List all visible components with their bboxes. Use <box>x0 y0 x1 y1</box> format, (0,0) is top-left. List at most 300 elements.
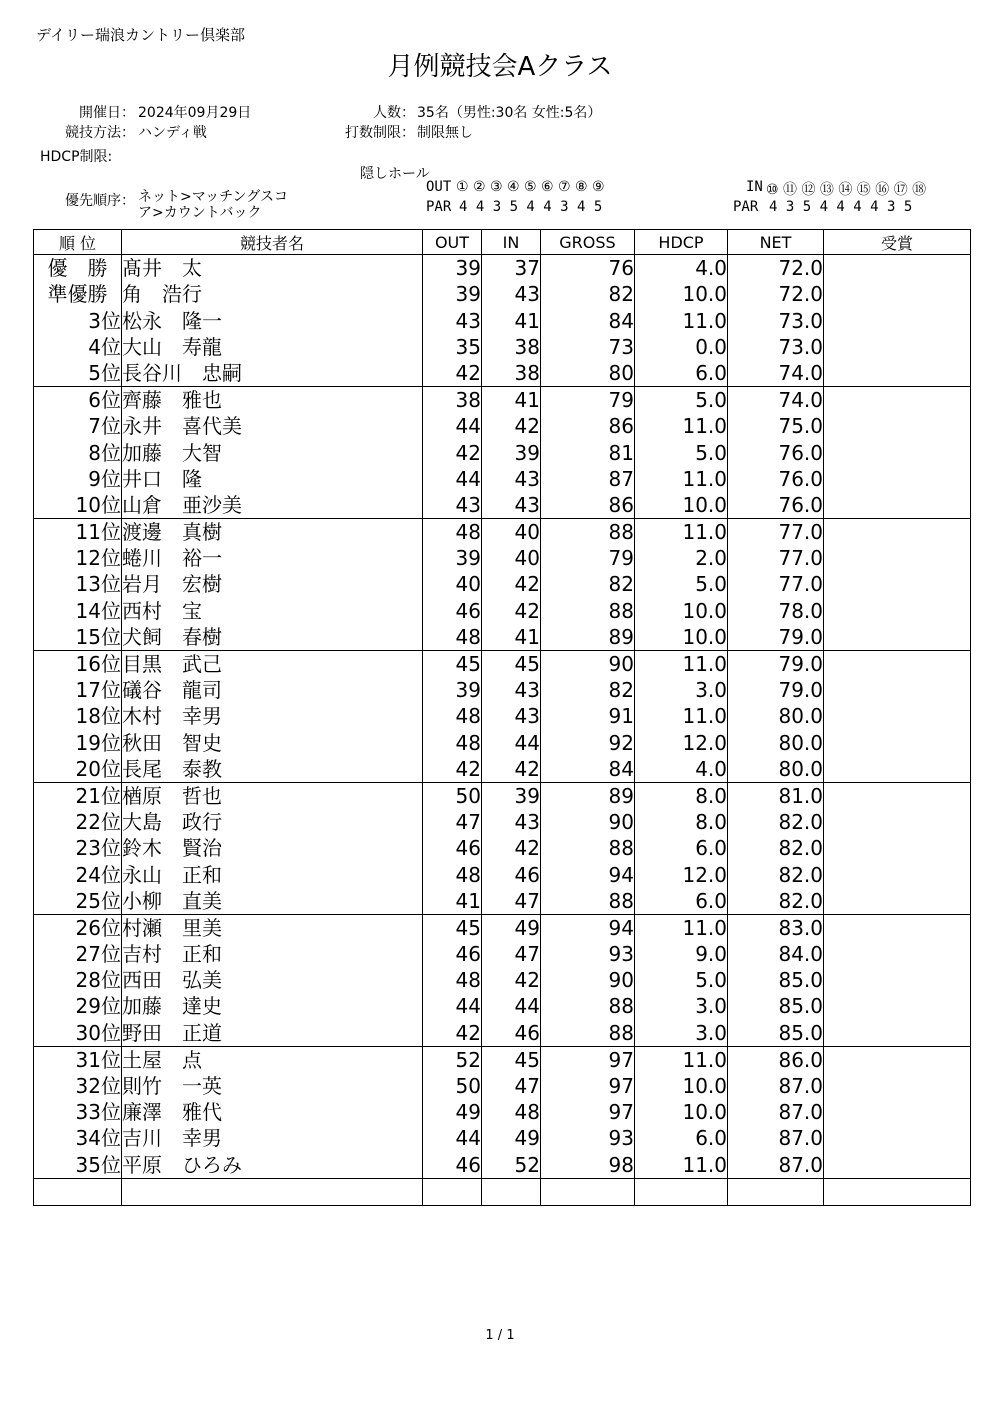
out-cell: 45 <box>423 650 482 677</box>
award-cell <box>824 518 971 545</box>
name-cell: 山倉 亜沙美 <box>122 492 423 519</box>
gross-cell: 91 <box>541 703 635 729</box>
net-cell: 80.0 <box>728 756 824 783</box>
name-cell: 渡邊 真樹 <box>122 518 423 545</box>
out-cell: 50 <box>423 1073 482 1099</box>
blank-cell <box>122 1178 423 1205</box>
gross-cell: 80 <box>541 360 635 387</box>
name-cell: 吉川 幸男 <box>122 1125 423 1151</box>
page-number: 1 / 1 <box>485 1328 515 1343</box>
award-cell <box>824 281 971 307</box>
hdcp-cell: 6.0 <box>635 1125 728 1151</box>
name-cell: 小柳 直美 <box>122 888 423 915</box>
hdcp-cell: 6.0 <box>635 835 728 861</box>
rank-cell: 35位 <box>34 1151 122 1178</box>
award-cell <box>824 1125 971 1151</box>
table-row <box>34 518 971 545</box>
hdcp-cell: 4.0 <box>635 255 728 282</box>
award-cell <box>824 914 971 941</box>
award-cell <box>824 677 971 703</box>
in-cell: 42 <box>482 571 541 597</box>
name-cell: 犬飼 春樹 <box>122 624 423 651</box>
net-cell: 78.0 <box>728 597 824 623</box>
in-cell: 40 <box>482 545 541 571</box>
award-cell <box>824 729 971 755</box>
in-cell: 42 <box>482 597 541 623</box>
blank-cell <box>34 1178 122 1205</box>
table-row <box>34 1073 971 1099</box>
net-cell: 77.0 <box>728 518 824 545</box>
award-cell <box>824 756 971 783</box>
table-row <box>34 888 971 915</box>
gross-cell: 90 <box>541 809 635 835</box>
rank-cell: 27位 <box>34 941 122 967</box>
net-cell: 82.0 <box>728 809 824 835</box>
in-cell: 46 <box>482 861 541 887</box>
table-row <box>34 439 971 465</box>
rank-cell: 10位 <box>34 492 122 519</box>
out-par-label: PAR <box>426 199 452 215</box>
gross-cell: 88 <box>541 888 635 915</box>
award-cell <box>824 1151 971 1178</box>
blank-cell <box>635 1178 728 1205</box>
table-row <box>34 386 971 413</box>
award-cell <box>824 545 971 571</box>
gross-cell: 89 <box>541 782 635 809</box>
out-cell: 42 <box>423 439 482 465</box>
in-cell: 46 <box>482 1019 541 1046</box>
in-hole-numbers: ⑩ ⑪ ⑫ ⑬ ⑭ ⑮ ⑯ ⑰ ⑱ <box>766 182 927 198</box>
gross-cell: 93 <box>541 941 635 967</box>
in-cell: 47 <box>482 888 541 915</box>
net-cell: 87.0 <box>728 1073 824 1099</box>
table-row <box>34 360 971 387</box>
table-row <box>34 334 971 360</box>
award-cell <box>824 967 971 993</box>
hdcp-cell: 11.0 <box>635 1046 728 1073</box>
table-row <box>34 255 971 282</box>
hdcp-cell: 10.0 <box>635 1073 728 1099</box>
hdcp-cell: 10.0 <box>635 597 728 623</box>
out-cell: 40 <box>423 571 482 597</box>
name-cell: 齊藤 雅也 <box>122 386 423 413</box>
out-cell: 52 <box>423 1046 482 1073</box>
in-cell: 49 <box>482 914 541 941</box>
table-row <box>34 1151 971 1178</box>
rank-cell: 7位 <box>34 413 122 439</box>
net-cell: 86.0 <box>728 1046 824 1073</box>
hdcp-cell: 10.0 <box>635 1099 728 1125</box>
in-par-values: 4 3 5 4 4 4 4 3 5 <box>769 199 913 215</box>
award-cell <box>824 386 971 413</box>
in-cell: 40 <box>482 518 541 545</box>
award-cell <box>824 360 971 387</box>
table-row <box>34 492 971 519</box>
award-cell <box>824 1046 971 1073</box>
gross-cell: 94 <box>541 914 635 941</box>
rank-cell: 24位 <box>34 861 122 887</box>
method-label: 競技方法： <box>65 125 135 141</box>
rank-cell: 3位 <box>34 307 122 333</box>
in-cell: 42 <box>482 967 541 993</box>
out-cell: 42 <box>423 1019 482 1046</box>
table-row <box>34 1019 971 1046</box>
gross-cell: 73 <box>541 334 635 360</box>
rank-cell: 5位 <box>34 360 122 387</box>
rank-cell: 26位 <box>34 914 122 941</box>
table-row <box>34 466 971 492</box>
header-out: OUT <box>423 230 482 255</box>
net-cell: 82.0 <box>728 835 824 861</box>
hdcp-limit-label: HDCP制限: <box>40 149 113 165</box>
out-cell: 39 <box>423 545 482 571</box>
out-cell: 48 <box>423 861 482 887</box>
hdcp-cell: 12.0 <box>635 861 728 887</box>
table-row <box>34 307 971 333</box>
table-row <box>34 650 971 677</box>
name-cell: 髙井 太 <box>122 255 423 282</box>
name-cell: 加藤 達史 <box>122 993 423 1019</box>
hdcp-cell: 5.0 <box>635 967 728 993</box>
name-cell: 角 浩行 <box>122 281 423 307</box>
results-table <box>33 229 971 1206</box>
out-cell: 48 <box>423 624 482 651</box>
out-cell: 39 <box>423 677 482 703</box>
hdcp-cell: 11.0 <box>635 307 728 333</box>
award-cell <box>824 624 971 651</box>
hdcp-cell: 9.0 <box>635 941 728 967</box>
hdcp-cell: 6.0 <box>635 888 728 915</box>
award-cell <box>824 492 971 519</box>
net-cell: 76.0 <box>728 466 824 492</box>
out-cell: 43 <box>423 492 482 519</box>
hdcp-cell: 5.0 <box>635 386 728 413</box>
name-cell: 加藤 大智 <box>122 439 423 465</box>
award-cell <box>824 835 971 861</box>
net-cell: 81.0 <box>728 782 824 809</box>
rank-cell: 28位 <box>34 967 122 993</box>
net-cell: 79.0 <box>728 677 824 703</box>
award-cell <box>824 334 971 360</box>
table-row <box>34 941 971 967</box>
hdcp-cell: 11.0 <box>635 466 728 492</box>
name-cell: 永山 正和 <box>122 861 423 887</box>
priority-label: 優先順序： <box>65 193 135 209</box>
priority-line2: ア>カウントバック <box>138 205 262 221</box>
method-value: ハンディ戦 <box>138 125 207 141</box>
name-cell: 大山 寿龍 <box>122 334 423 360</box>
blank-row <box>34 1178 971 1205</box>
out-cell: 44 <box>423 993 482 1019</box>
header-name: 競技者名 <box>122 230 423 255</box>
name-cell: 長谷川 忠嗣 <box>122 360 423 387</box>
table-row <box>34 756 971 783</box>
gross-cell: 88 <box>541 1019 635 1046</box>
gross-cell: 97 <box>541 1073 635 1099</box>
out-cell: 43 <box>423 307 482 333</box>
in-cell: 49 <box>482 1125 541 1151</box>
out-cell: 48 <box>423 703 482 729</box>
out-cell: 49 <box>423 1099 482 1125</box>
date-value: 2024年09月29日 <box>138 105 252 121</box>
table-row <box>34 281 971 307</box>
out-cell: 47 <box>423 809 482 835</box>
out-cell: 48 <box>423 518 482 545</box>
table-row <box>34 861 971 887</box>
in-cell: 52 <box>482 1151 541 1178</box>
rank-cell: 準優勝 <box>34 281 122 307</box>
in-cell: 42 <box>482 413 541 439</box>
out-cell: 42 <box>423 360 482 387</box>
out-cell: 39 <box>423 255 482 282</box>
gross-cell: 93 <box>541 1125 635 1151</box>
rank-cell: 22位 <box>34 809 122 835</box>
out-cell: 46 <box>423 835 482 861</box>
table-row <box>34 545 971 571</box>
table-row <box>34 571 971 597</box>
in-cell: 48 <box>482 1099 541 1125</box>
award-cell <box>824 993 971 1019</box>
name-cell: 岩月 宏樹 <box>122 571 423 597</box>
award-cell <box>824 413 971 439</box>
hdcp-cell: 3.0 <box>635 1019 728 1046</box>
out-cell: 41 <box>423 888 482 915</box>
net-cell: 73.0 <box>728 334 824 360</box>
award-cell <box>824 650 971 677</box>
table-row <box>34 597 971 623</box>
header-in: IN <box>482 230 541 255</box>
hdcp-cell: 11.0 <box>635 413 728 439</box>
hdcp-cell: 10.0 <box>635 624 728 651</box>
net-cell: 72.0 <box>728 255 824 282</box>
award-cell <box>824 782 971 809</box>
header-hdcp: HDCP <box>635 230 728 255</box>
header-gross: GROSS <box>541 230 635 255</box>
award-cell <box>824 809 971 835</box>
rank-cell: 18位 <box>34 703 122 729</box>
net-cell: 79.0 <box>728 624 824 651</box>
hdcp-cell: 3.0 <box>635 677 728 703</box>
award-cell <box>824 307 971 333</box>
net-cell: 87.0 <box>728 1125 824 1151</box>
hdcp-cell: 4.0 <box>635 756 728 783</box>
in-cell: 41 <box>482 307 541 333</box>
table-row <box>34 729 971 755</box>
net-cell: 74.0 <box>728 360 824 387</box>
gross-cell: 97 <box>541 1046 635 1073</box>
in-cell: 41 <box>482 386 541 413</box>
out-cell: 45 <box>423 914 482 941</box>
in-cell: 45 <box>482 650 541 677</box>
name-cell: 土屋 点 <box>122 1046 423 1073</box>
priority-line1: ネット>マッチングスコ <box>138 189 289 205</box>
gross-cell: 90 <box>541 650 635 677</box>
gross-cell: 86 <box>541 413 635 439</box>
gross-cell: 86 <box>541 492 635 519</box>
in-cell: 38 <box>482 360 541 387</box>
blank-cell <box>482 1178 541 1205</box>
out-label: OUT <box>426 179 452 195</box>
gross-cell: 88 <box>541 835 635 861</box>
stroke-limit-value: 制限無し <box>417 125 473 141</box>
date-label: 開催日： <box>79 105 135 121</box>
in-cell: 43 <box>482 492 541 519</box>
net-cell: 85.0 <box>728 1019 824 1046</box>
in-cell: 45 <box>482 1046 541 1073</box>
in-cell: 43 <box>482 281 541 307</box>
rank-cell: 29位 <box>34 993 122 1019</box>
header-rank: 順 位 <box>34 230 122 255</box>
rank-cell: 17位 <box>34 677 122 703</box>
table-row <box>34 1099 971 1125</box>
gross-cell: 84 <box>541 307 635 333</box>
in-cell: 38 <box>482 334 541 360</box>
people-label: 人数： <box>373 105 415 121</box>
out-cell: 44 <box>423 466 482 492</box>
hdcp-cell: 10.0 <box>635 492 728 519</box>
in-cell: 43 <box>482 677 541 703</box>
net-cell: 82.0 <box>728 888 824 915</box>
name-cell: 廉澤 雅代 <box>122 1099 423 1125</box>
name-cell: 吉村 正和 <box>122 941 423 967</box>
name-cell: 蜷川 裕一 <box>122 545 423 571</box>
gross-cell: 98 <box>541 1151 635 1178</box>
name-cell: 楢原 哲也 <box>122 782 423 809</box>
name-cell: 井口 隆 <box>122 466 423 492</box>
table-row <box>34 967 971 993</box>
name-cell: 礒谷 龍司 <box>122 677 423 703</box>
hdcp-cell: 8.0 <box>635 782 728 809</box>
gross-cell: 90 <box>541 967 635 993</box>
gross-cell: 94 <box>541 861 635 887</box>
rank-cell: 12位 <box>34 545 122 571</box>
in-label: IN <box>746 179 763 195</box>
award-cell <box>824 861 971 887</box>
out-cell: 48 <box>423 729 482 755</box>
rank-cell: 13位 <box>34 571 122 597</box>
hdcp-cell: 0.0 <box>635 334 728 360</box>
name-cell: 永井 喜代美 <box>122 413 423 439</box>
name-cell: 目黒 武己 <box>122 650 423 677</box>
net-cell: 73.0 <box>728 307 824 333</box>
net-cell: 74.0 <box>728 386 824 413</box>
hdcp-cell: 11.0 <box>635 914 728 941</box>
in-cell: 44 <box>482 729 541 755</box>
rank-cell: 6位 <box>34 386 122 413</box>
gross-cell: 87 <box>541 466 635 492</box>
name-cell: 鈴木 賢治 <box>122 835 423 861</box>
out-cell: 35 <box>423 334 482 360</box>
table-row <box>34 914 971 941</box>
blank-cell <box>824 1178 971 1205</box>
rank-cell: 4位 <box>34 334 122 360</box>
stroke-limit-label: 打数制限： <box>345 125 415 141</box>
name-cell: 木村 幸男 <box>122 703 423 729</box>
gross-cell: 82 <box>541 571 635 597</box>
hdcp-cell: 8.0 <box>635 809 728 835</box>
net-cell: 76.0 <box>728 492 824 519</box>
name-cell: 松永 隆一 <box>122 307 423 333</box>
in-cell: 43 <box>482 466 541 492</box>
gross-cell: 76 <box>541 255 635 282</box>
award-cell <box>824 888 971 915</box>
out-cell: 46 <box>423 941 482 967</box>
rank-cell: 20位 <box>34 756 122 783</box>
in-cell: 47 <box>482 1073 541 1099</box>
table-row <box>34 993 971 1019</box>
net-cell: 83.0 <box>728 914 824 941</box>
gross-cell: 82 <box>541 281 635 307</box>
rank-cell: 32位 <box>34 1073 122 1099</box>
hdcp-cell: 10.0 <box>635 281 728 307</box>
hdcp-cell: 11.0 <box>635 518 728 545</box>
table-row <box>34 703 971 729</box>
net-cell: 85.0 <box>728 993 824 1019</box>
hidden-holes-label: 隠しホール <box>360 166 430 182</box>
net-cell: 84.0 <box>728 941 824 967</box>
out-cell: 44 <box>423 1125 482 1151</box>
hdcp-cell: 12.0 <box>635 729 728 755</box>
table-row <box>34 1125 971 1151</box>
table-row <box>34 413 971 439</box>
rank-cell: 9位 <box>34 466 122 492</box>
out-cell: 42 <box>423 756 482 783</box>
table-row <box>34 624 971 651</box>
name-cell: 野田 正道 <box>122 1019 423 1046</box>
rank-cell: 14位 <box>34 597 122 623</box>
in-cell: 43 <box>482 809 541 835</box>
out-cell: 50 <box>423 782 482 809</box>
award-cell <box>824 597 971 623</box>
in-cell: 39 <box>482 439 541 465</box>
table-row <box>34 677 971 703</box>
rank-cell: 31位 <box>34 1046 122 1073</box>
blank-cell <box>728 1178 824 1205</box>
table-row <box>34 809 971 835</box>
name-cell: 平原 ひろみ <box>122 1151 423 1178</box>
award-cell <box>824 1019 971 1046</box>
blank-cell <box>541 1178 635 1205</box>
net-cell: 77.0 <box>728 545 824 571</box>
net-cell: 80.0 <box>728 703 824 729</box>
in-cell: 47 <box>482 941 541 967</box>
name-cell: 長尾 泰教 <box>122 756 423 783</box>
gross-cell: 88 <box>541 597 635 623</box>
award-cell <box>824 941 971 967</box>
net-cell: 77.0 <box>728 571 824 597</box>
award-cell <box>824 571 971 597</box>
rank-cell: 19位 <box>34 729 122 755</box>
hdcp-cell: 5.0 <box>635 571 728 597</box>
gross-cell: 88 <box>541 993 635 1019</box>
net-cell: 82.0 <box>728 861 824 887</box>
blank-cell <box>423 1178 482 1205</box>
name-cell: 則竹 一英 <box>122 1073 423 1099</box>
out-cell: 38 <box>423 386 482 413</box>
gross-cell: 82 <box>541 677 635 703</box>
page-title: 月例競技会Aクラス <box>387 52 613 82</box>
rank-cell: 15位 <box>34 624 122 651</box>
name-cell: 秋田 智史 <box>122 729 423 755</box>
gross-cell: 81 <box>541 439 635 465</box>
net-cell: 75.0 <box>728 413 824 439</box>
table-row <box>34 1046 971 1073</box>
award-cell <box>824 255 971 282</box>
net-cell: 87.0 <box>728 1099 824 1125</box>
out-cell: 46 <box>423 1151 482 1178</box>
out-cell: 46 <box>423 597 482 623</box>
net-cell: 72.0 <box>728 281 824 307</box>
